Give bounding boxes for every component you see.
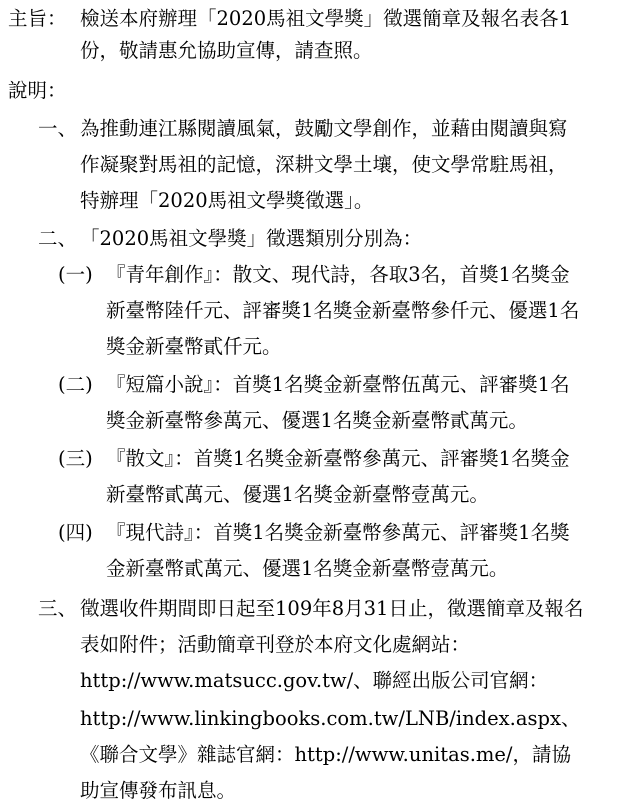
item-3-line-2: 表如附件；活動簡章刊登於本府文化處網站： bbox=[80, 633, 471, 656]
item-1-line-1: 為推動連江縣閱讀風氣，鼓勵文學創作，並藉由閱讀與寫 bbox=[80, 117, 568, 140]
item-1-marker: 一、 bbox=[38, 117, 78, 140]
item-1-line-3: 特辦理「2020馬祖文學獎徵選」。 bbox=[80, 189, 374, 212]
item-2-line-1: 「2020馬祖文學獎」徵選類別分別為： bbox=[80, 227, 423, 250]
subitem-4-line-2: 金新臺幣貳萬元、優選1名獎金新臺幣壹萬元。 bbox=[106, 557, 509, 580]
subitem-1-line-2: 新臺幣陸仟元、評審獎1名獎金新臺幣參仟元、優選1名 bbox=[106, 299, 580, 322]
subject-label: 主旨： bbox=[8, 7, 67, 30]
subitem-1-line-3: 獎金新臺幣貳仟元。 bbox=[106, 335, 282, 358]
subitem-2-line-1: 『短篇小說』：首獎1名獎金新臺幣伍萬元、評審獎1名 bbox=[106, 373, 570, 396]
subitem-3-line-2: 新臺幣貳萬元、優選1名獎金新臺幣壹萬元。 bbox=[106, 483, 489, 506]
subitem-3-line-1: 『散文』：首獎1名獎金新臺幣參萬元、評審獎1名獎金 bbox=[106, 447, 570, 470]
item-3-line-5-url-unitas: 《聯合文學》雜誌官網：http://www.unitas.me/，請協 bbox=[80, 743, 572, 766]
item-1-line-2: 作凝聚對馬祖的記憶，深耕文學土壤，使文學常駐馬祖， bbox=[80, 153, 568, 176]
subitem-1-marker: (一) bbox=[58, 263, 93, 286]
explanation-label: 說明： bbox=[8, 79, 67, 102]
item-3-line-3-url-matsucc: http://www.matsucc.gov.tw/、聯經出版公司官網： bbox=[80, 669, 549, 692]
item-3-line-4-url-linkingbooks: http://www.linkingbooks.com.tw/LNB/index.aspx、 bbox=[80, 707, 581, 730]
subitem-4-line-1: 『現代詩』：首獎1名獎金新臺幣參萬元、評審獎1名獎 bbox=[106, 521, 570, 544]
item-3-line-1: 徵選收件期間即日起至109年8月31日止，徵選簡章及報名 bbox=[80, 597, 584, 620]
subitem-3-marker: (三) bbox=[58, 447, 93, 470]
subject-line-2: 份，敬請惠允協助宣傳，請查照。 bbox=[80, 39, 373, 62]
subject-line-1: 檢送本府辦理「2020馬祖文學獎」徵選簡章及報名表各1 bbox=[80, 7, 572, 30]
item-3-line-6: 助宣傳發布訊息。 bbox=[80, 779, 237, 802]
subitem-2-line-2: 獎金新臺幣參萬元、優選1名獎金新臺幣貳萬元。 bbox=[106, 409, 528, 432]
item-3-marker: 三、 bbox=[38, 597, 78, 620]
subitem-4-marker: (四) bbox=[58, 521, 93, 544]
subitem-1-line-1: 『青年創作』：散文、現代詩，各取3名，首獎1名獎金 bbox=[106, 263, 570, 286]
item-2-marker: 二、 bbox=[38, 227, 78, 250]
subitem-2-marker: (二) bbox=[58, 373, 93, 396]
